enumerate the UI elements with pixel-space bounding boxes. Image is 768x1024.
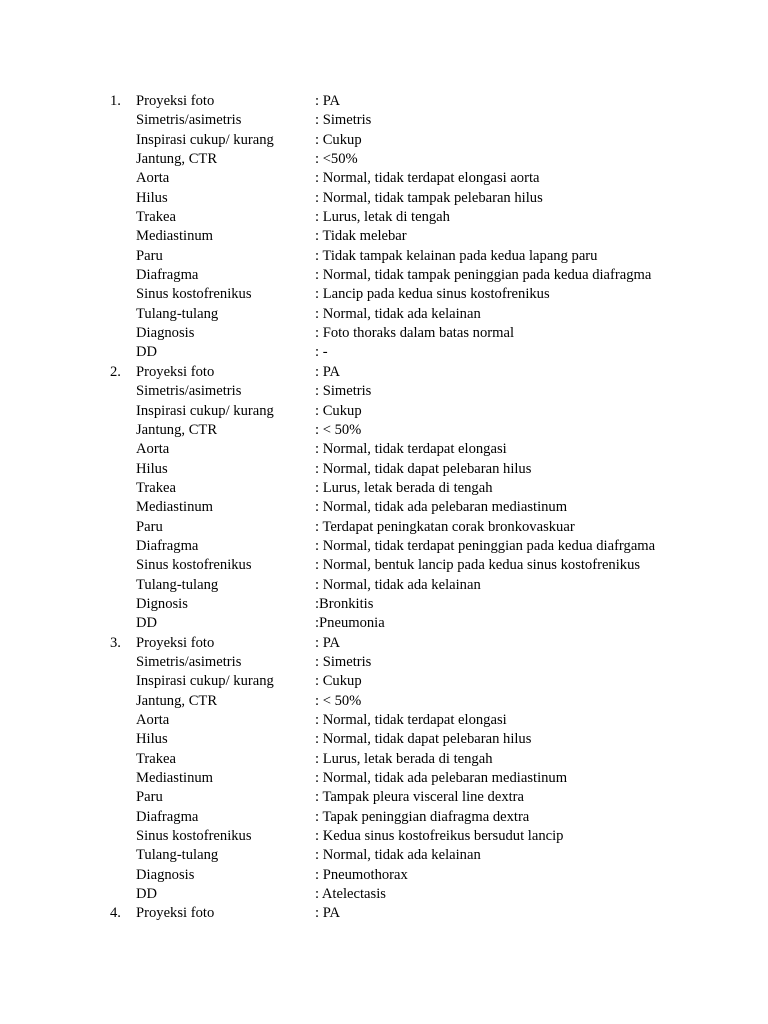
- finding-row: [0, 111, 768, 130]
- finding-value: : Simetris: [315, 112, 372, 129]
- radiology-findings-list: [0, 92, 768, 924]
- finding-value: :Pneumonia: [315, 615, 385, 632]
- finding-value: : Tampak pleura visceral line dextra: [315, 789, 525, 806]
- finding-value: : Simetris: [315, 383, 372, 400]
- finding-label: DD: [136, 344, 158, 361]
- finding-label: Proyeksi foto: [136, 93, 215, 109]
- finding-label: Proyeksi foto: [136, 363, 215, 380]
- finding-row: [0, 692, 768, 711]
- finding-value: : Lurus, letak di tengah: [315, 209, 450, 226]
- finding-label: Inspirasi cukup/ kurang: [136, 673, 274, 690]
- finding-label: Mediastinum: [136, 770, 214, 787]
- finding-value: : Atelectasis: [315, 886, 386, 903]
- finding-row: [0, 266, 768, 285]
- finding-row: [0, 634, 768, 653]
- finding-row: [0, 421, 768, 440]
- finding-label: Trakea: [136, 479, 176, 496]
- finding-row: [0, 324, 768, 343]
- finding-value: : <50%: [315, 151, 358, 168]
- finding-label: DD: [136, 615, 158, 632]
- finding-value: : Normal, tidak dapat pelebaran hilus: [315, 731, 532, 748]
- finding-row: [0, 595, 768, 614]
- finding-label: Paru: [136, 789, 163, 806]
- finding-value: : -: [315, 344, 328, 361]
- finding-row: [0, 460, 768, 479]
- entry-number: 3.: [110, 634, 121, 651]
- finding-value: : Tapak peninggian diafragma dextra: [315, 808, 530, 825]
- finding-label: Tulang-tulang: [136, 847, 219, 864]
- finding-value: : Lurus, letak berada di tengah: [315, 479, 493, 496]
- finding-row: [0, 537, 768, 556]
- finding-row: [0, 150, 768, 169]
- finding-value: : < 50%: [315, 421, 362, 438]
- finding-value: : Normal, tidak tampak peninggian pada kedua diafragma: [315, 267, 652, 284]
- finding-row: [0, 614, 768, 633]
- finding-row: [0, 827, 768, 846]
- finding-label: Sinus kostofrenikus: [136, 828, 252, 845]
- finding-value: : Kedua sinus kostofreikus bersudut lancip: [315, 828, 564, 845]
- finding-value: : Normal, tidak ada pelebaran mediastinum: [315, 770, 568, 787]
- finding-label: Hilus: [136, 189, 168, 206]
- finding-value: : PA: [315, 905, 341, 922]
- finding-value: : Normal, tidak ada kelainan: [315, 576, 481, 593]
- finding-value: : Normal, tidak terdapat elongasi: [315, 712, 507, 728]
- finding-label: Aorta: [136, 712, 170, 728]
- finding-value: : Pneumothorax: [315, 866, 408, 883]
- entry-number: 4.: [110, 905, 121, 922]
- finding-label: DD: [136, 886, 158, 903]
- finding-label: Diagnosis: [136, 866, 195, 883]
- finding-row: [0, 808, 768, 827]
- finding-row: [0, 479, 768, 498]
- finding-row: [0, 382, 768, 401]
- finding-label: Trakea: [136, 750, 176, 767]
- finding-row: [0, 885, 768, 904]
- finding-row: [0, 169, 768, 188]
- finding-row: [0, 227, 768, 246]
- finding-row: [0, 556, 768, 575]
- finding-value: : PA: [315, 93, 341, 109]
- finding-label: Diafragma: [136, 267, 199, 284]
- finding-row: [0, 343, 768, 362]
- finding-label: Sinus kostofrenikus: [136, 557, 252, 574]
- finding-row: [0, 672, 768, 691]
- finding-label: Proyeksi foto: [136, 905, 215, 922]
- finding-row: [0, 846, 768, 865]
- finding-row: [0, 750, 768, 769]
- finding-row: [0, 402, 768, 421]
- finding-label: Tulang-tulang: [136, 576, 219, 593]
- finding-label: Diafragma: [136, 808, 199, 825]
- finding-label: Hilus: [136, 731, 168, 748]
- finding-value: : Normal, tidak ada pelebaran mediastinum: [315, 499, 568, 516]
- finding-value: : Normal, tidak terdapat peninggian pada kedua diafrgama: [315, 537, 656, 554]
- finding-value: : Lurus, letak berada di tengah: [315, 750, 493, 767]
- finding-value: : Cukup: [315, 402, 362, 419]
- finding-row: [0, 711, 768, 730]
- finding-label: Trakea: [136, 209, 176, 226]
- finding-value: :Bronkitis: [315, 595, 374, 612]
- finding-label: Simetris/asimetris: [136, 112, 242, 129]
- finding-label: Sinus kostofrenikus: [136, 286, 252, 303]
- finding-row: [0, 92, 768, 111]
- finding-row: [0, 730, 768, 749]
- finding-value: : Terdapat peningkatan corak bronkovaskuar: [315, 518, 575, 535]
- finding-row: [0, 440, 768, 459]
- finding-row: [0, 498, 768, 517]
- entry-number: 1.: [110, 93, 121, 109]
- finding-value: : Normal, tidak dapat pelebaran hilus: [315, 460, 532, 477]
- finding-label: Inspirasi cukup/ kurang: [136, 131, 274, 148]
- finding-value: : Normal, tidak ada kelainan: [315, 305, 481, 322]
- finding-value: : Cukup: [315, 673, 362, 690]
- finding-value: : Foto thoraks dalam batas normal: [315, 325, 515, 342]
- entry-number: 2.: [110, 363, 121, 380]
- finding-row: [0, 208, 768, 227]
- finding-value: : Tidak melebar: [315, 228, 407, 245]
- finding-label: Paru: [136, 247, 163, 264]
- finding-value: : Normal, bentuk lancip pada kedua sinus kostofrenikus: [315, 557, 641, 574]
- finding-row: [0, 866, 768, 885]
- finding-label: Hilus: [136, 460, 168, 477]
- finding-label: Aorta: [136, 170, 170, 187]
- finding-value: : Lancip pada kedua sinus kostofrenikus: [315, 286, 550, 303]
- finding-label: Jantung, CTR: [136, 421, 218, 438]
- finding-row: [0, 285, 768, 304]
- finding-label: Paru: [136, 518, 163, 535]
- finding-value: : Normal, tidak ada kelainan: [315, 847, 481, 864]
- finding-label: Tulang-tulang: [136, 305, 219, 322]
- finding-label: Mediastinum: [136, 228, 214, 245]
- finding-label: Proyeksi foto: [136, 634, 215, 651]
- finding-row: [0, 576, 768, 595]
- finding-row: [0, 769, 768, 788]
- finding-row: [0, 131, 768, 150]
- finding-row: [0, 305, 768, 324]
- finding-value: : PA: [315, 634, 341, 651]
- finding-label: Simetris/asimetris: [136, 653, 242, 670]
- finding-label: Inspirasi cukup/ kurang: [136, 402, 274, 419]
- finding-value: : Tidak tampak kelainan pada kedua lapang paru: [315, 247, 598, 264]
- finding-label: Aorta: [136, 441, 170, 458]
- finding-label: Diafragma: [136, 537, 199, 554]
- finding-label: Simetris/asimetris: [136, 383, 242, 400]
- finding-row: [0, 247, 768, 266]
- finding-label: Dignosis: [136, 595, 188, 612]
- finding-label: Jantung, CTR: [136, 151, 218, 168]
- finding-row: [0, 904, 768, 923]
- finding-value: : Normal, tidak terdapat elongasi: [315, 441, 507, 458]
- finding-label: Mediastinum: [136, 499, 214, 516]
- finding-value: : Cukup: [315, 131, 362, 148]
- finding-label: Diagnosis: [136, 325, 195, 342]
- finding-row: [0, 653, 768, 672]
- finding-row: [0, 363, 768, 382]
- finding-value: : PA: [315, 363, 341, 380]
- finding-value: : < 50%: [315, 692, 362, 709]
- finding-value: : Normal, tidak terdapat elongasi aorta: [315, 170, 540, 187]
- finding-label: Jantung, CTR: [136, 692, 218, 709]
- finding-value: : Simetris: [315, 653, 372, 670]
- finding-row: [0, 518, 768, 537]
- finding-row: [0, 189, 768, 208]
- finding-row: [0, 788, 768, 807]
- finding-value: : Normal, tidak tampak pelebaran hilus: [315, 189, 543, 206]
